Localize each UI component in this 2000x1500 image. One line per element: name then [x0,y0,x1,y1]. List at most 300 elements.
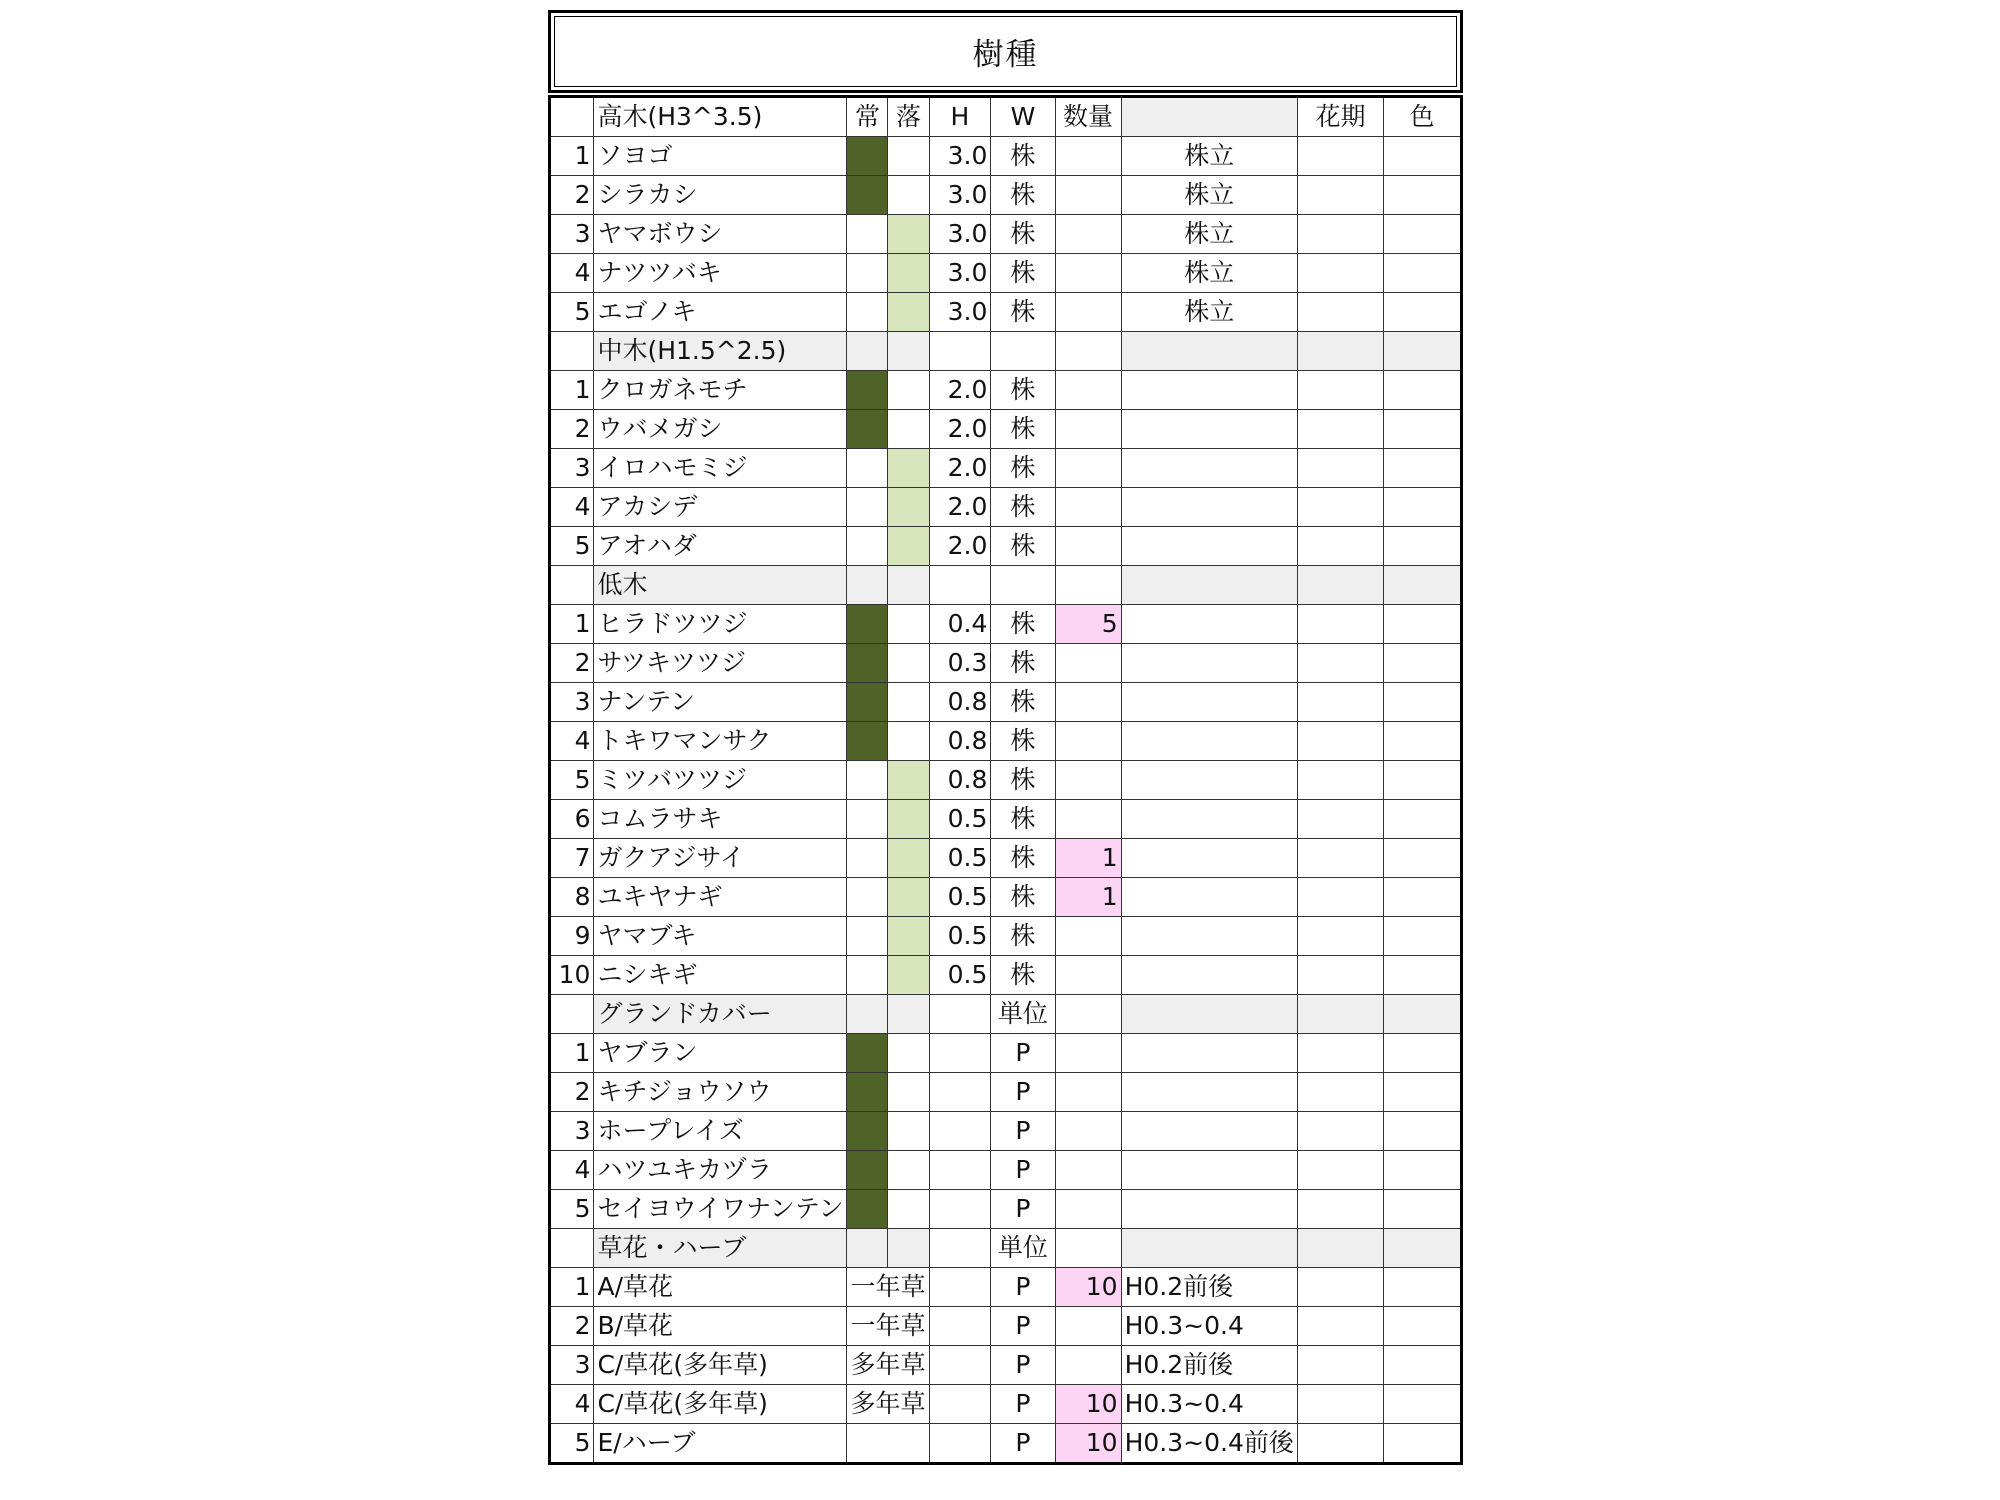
row-number: 5 [550,527,594,566]
header-width: W [991,97,1055,137]
plant-note [1121,410,1297,449]
bloom-period-cell [1297,254,1383,293]
bloom-period-cell [1297,176,1383,215]
color-cell [1384,722,1462,761]
plant-height [929,1424,991,1464]
evergreen-marker [847,956,888,995]
plant-note [1121,1151,1297,1190]
color-cell [1384,761,1462,800]
plant-name: ナンテン [594,683,847,722]
plant-quantity [1055,1346,1121,1385]
evergreen-marker [847,176,888,215]
plant-name: ホープレイズ [594,1112,847,1151]
header-color: 色 [1384,97,1462,137]
plant-quantity [1055,176,1121,215]
deciduous-marker [888,605,929,644]
header-note [1121,97,1297,137]
plant-quantity: 1 [1055,878,1121,917]
bloom-period-cell [1297,761,1383,800]
evergreen-marker [847,1151,888,1190]
section-no-cell [550,332,594,371]
section-header-row [550,1229,1462,1268]
table-row [550,254,1462,293]
evergreen-marker [847,878,888,917]
table-row [550,1385,1462,1424]
plant-name: ニシキギ [594,956,847,995]
table-row [550,644,1462,683]
section-evergreen-cell [847,566,888,605]
plant-height [929,1034,991,1073]
plant-height: 3.0 [929,293,991,332]
plant-quantity [1055,215,1121,254]
evergreen-marker [847,605,888,644]
bloom-period-cell [1297,722,1383,761]
table-row [550,1034,1462,1073]
color-cell [1384,254,1462,293]
section-header-row [550,566,1462,605]
row-number: 8 [550,878,594,917]
color-cell [1384,878,1462,917]
section-color-cell [1384,1229,1462,1268]
color-cell [1384,800,1462,839]
color-cell [1384,1073,1462,1112]
deciduous-marker [888,488,929,527]
bloom-period-cell [1297,1268,1383,1307]
plant-name: アカシデ [594,488,847,527]
row-number: 4 [550,722,594,761]
section-unit-label [991,566,1055,605]
evergreen-marker [847,410,888,449]
plant-note [1121,839,1297,878]
table-row [550,137,1462,176]
deciduous-marker [888,176,929,215]
table-row [550,293,1462,332]
plant-name: ユキヤナギ [594,878,847,917]
row-number: 3 [550,1346,594,1385]
plant-name: ヒラドツツジ [594,605,847,644]
table-row [550,527,1462,566]
plant-height: 3.0 [929,137,991,176]
plant-note: 株立 [1121,293,1297,332]
header-height: H [929,97,991,137]
plant-height: 2.0 [929,410,991,449]
deciduous-marker [888,527,929,566]
plant-height: 2.0 [929,488,991,527]
row-number: 7 [550,839,594,878]
header-bloom-period: 花期 [1297,97,1383,137]
plant-unit: P [991,1307,1055,1346]
sheet-title: 樹種 [548,10,1463,93]
row-number: 4 [550,1151,594,1190]
plant-height: 0.5 [929,878,991,917]
evergreen-marker [847,488,888,527]
section-note-cell [1121,566,1297,605]
color-cell [1384,1151,1462,1190]
plant-kind: 多年草 [847,1346,929,1385]
deciduous-marker [888,371,929,410]
plant-height: 0.4 [929,605,991,644]
color-cell [1384,1112,1462,1151]
color-cell [1384,839,1462,878]
plant-note [1121,917,1297,956]
plant-quantity [1055,917,1121,956]
table-row [550,1424,1462,1464]
table-row [550,488,1462,527]
deciduous-marker [888,800,929,839]
table-row [550,1151,1462,1190]
plant-height [929,1307,991,1346]
plant-unit: 株 [991,722,1055,761]
section-header-row [550,332,1462,371]
plant-height [929,1112,991,1151]
plant-quantity: 1 [1055,839,1121,878]
plant-note [1121,449,1297,488]
color-cell [1384,1034,1462,1073]
section-unit-label: 単位 [991,995,1055,1034]
color-cell [1384,1424,1462,1464]
section-bloom-cell [1297,1229,1383,1268]
section-color-cell [1384,332,1462,371]
plant-height: 3.0 [929,254,991,293]
row-number: 1 [550,137,594,176]
section-evergreen-cell [847,332,888,371]
evergreen-marker [847,683,888,722]
plant-note: H0.3~0.4 [1121,1307,1297,1346]
plant-note [1121,1190,1297,1229]
plant-height: 0.5 [929,956,991,995]
plant-name: E/ハーブ [594,1424,847,1464]
row-number: 3 [550,1112,594,1151]
section-height-cell [929,332,991,371]
plant-unit: P [991,1190,1055,1229]
bloom-period-cell [1297,1190,1383,1229]
plant-name: ウバメガシ [594,410,847,449]
row-number: 4 [550,254,594,293]
section-title: 中木(H1.5^2.5) [594,332,847,371]
evergreen-marker [847,761,888,800]
evergreen-marker [847,137,888,176]
header-tall-tree: 高木(H3^3.5) [594,97,847,137]
evergreen-marker [847,839,888,878]
color-cell [1384,293,1462,332]
plant-note [1121,683,1297,722]
section-evergreen-cell [847,1229,888,1268]
section-quantity-cell [1055,566,1121,605]
plant-name: セイヨウイワナンテン [594,1190,847,1229]
section-note-cell [1121,332,1297,371]
table-row [550,761,1462,800]
color-cell [1384,605,1462,644]
color-cell [1384,410,1462,449]
plant-note [1121,761,1297,800]
plant-note [1121,1073,1297,1112]
plant-quantity [1055,644,1121,683]
plant-quantity: 10 [1055,1424,1121,1464]
plant-quantity [1055,722,1121,761]
deciduous-marker [888,215,929,254]
deciduous-marker [888,644,929,683]
bloom-period-cell [1297,1424,1383,1464]
plant-quantity [1055,1112,1121,1151]
bloom-period-cell [1297,605,1383,644]
plant-height: 3.0 [929,215,991,254]
table-row [550,371,1462,410]
deciduous-marker [888,449,929,488]
plant-quantity [1055,293,1121,332]
row-number: 9 [550,917,594,956]
table-row [550,839,1462,878]
deciduous-marker [888,1190,929,1229]
plant-name: ヤマブキ [594,917,847,956]
plant-height: 0.5 [929,800,991,839]
bloom-period-cell [1297,449,1383,488]
color-cell [1384,917,1462,956]
section-unit-label [991,332,1055,371]
header-row [550,97,1462,137]
table-row [550,1112,1462,1151]
bloom-period-cell [1297,371,1383,410]
section-bloom-cell [1297,566,1383,605]
row-number: 4 [550,1385,594,1424]
bloom-period-cell [1297,1073,1383,1112]
plant-unit: 株 [991,215,1055,254]
table-row [550,1307,1462,1346]
plant-unit: 株 [991,644,1055,683]
bloom-period-cell [1297,683,1383,722]
row-number: 5 [550,1424,594,1464]
plant-note [1121,1112,1297,1151]
plant-unit: P [991,1073,1055,1112]
evergreen-marker [847,800,888,839]
bloom-period-cell [1297,1112,1383,1151]
plant-note: H0.2前後 [1121,1346,1297,1385]
plant-quantity [1055,410,1121,449]
evergreen-marker [847,293,888,332]
plant-height [929,1268,991,1307]
color-cell [1384,1346,1462,1385]
plant-note: 株立 [1121,215,1297,254]
plant-unit: 株 [991,956,1055,995]
plant-quantity [1055,683,1121,722]
plant-unit: 株 [991,410,1055,449]
plant-height: 2.0 [929,371,991,410]
deciduous-marker [888,1151,929,1190]
plant-kind: 一年草 [847,1307,929,1346]
plant-quantity [1055,1151,1121,1190]
section-height-cell [929,566,991,605]
plant-quantity: 10 [1055,1268,1121,1307]
section-unit-label: 単位 [991,1229,1055,1268]
bloom-period-cell [1297,878,1383,917]
section-no-cell [550,566,594,605]
plant-unit: 株 [991,917,1055,956]
plant-unit: 株 [991,878,1055,917]
table-row [550,1346,1462,1385]
evergreen-marker [847,371,888,410]
section-no-cell [550,1229,594,1268]
color-cell [1384,1190,1462,1229]
plant-height: 3.0 [929,176,991,215]
section-bloom-cell [1297,332,1383,371]
plant-height: 0.5 [929,917,991,956]
bloom-period-cell [1297,137,1383,176]
evergreen-marker [847,917,888,956]
row-number: 3 [550,683,594,722]
plant-unit: 株 [991,605,1055,644]
plant-quantity [1055,137,1121,176]
plant-note [1121,878,1297,917]
plant-quantity [1055,254,1121,293]
plant-note [1121,722,1297,761]
row-number: 5 [550,761,594,800]
plant-unit: 株 [991,449,1055,488]
plant-unit: P [991,1268,1055,1307]
evergreen-marker [847,1034,888,1073]
plant-name: クロガネモチ [594,371,847,410]
table-row [550,410,1462,449]
bloom-period-cell [1297,956,1383,995]
table-row [550,1268,1462,1307]
evergreen-marker [847,722,888,761]
plant-height: 0.8 [929,761,991,800]
plant-note [1121,488,1297,527]
plant-unit: 株 [991,293,1055,332]
section-quantity-cell [1055,1229,1121,1268]
row-number: 6 [550,800,594,839]
row-number: 2 [550,176,594,215]
row-number: 4 [550,488,594,527]
row-number: 1 [550,1034,594,1073]
plant-name: ガクアジサイ [594,839,847,878]
plant-name: キチジョウソウ [594,1073,847,1112]
plant-note [1121,1034,1297,1073]
bloom-period-cell [1297,1034,1383,1073]
plant-height: 2.0 [929,527,991,566]
plant-kind: 多年草 [847,1385,929,1424]
plant-height: 2.0 [929,449,991,488]
plant-name: コムラサキ [594,800,847,839]
section-height-cell [929,995,991,1034]
plant-quantity [1055,449,1121,488]
row-number: 5 [550,1190,594,1229]
plant-name: ソヨゴ [594,137,847,176]
row-number: 3 [550,449,594,488]
section-note-cell [1121,1229,1297,1268]
evergreen-marker [847,644,888,683]
evergreen-marker [847,1112,888,1151]
plant-unit: 株 [991,254,1055,293]
row-number: 1 [550,1268,594,1307]
plant-name: シラカシ [594,176,847,215]
row-number: 1 [550,371,594,410]
plant-quantity: 10 [1055,1385,1121,1424]
color-cell [1384,1268,1462,1307]
table-row [550,878,1462,917]
evergreen-marker [847,254,888,293]
plant-name: A/草花 [594,1268,847,1307]
plant-note: H0.3~0.4 [1121,1385,1297,1424]
plant-height: 0.5 [929,839,991,878]
section-bloom-cell [1297,995,1383,1034]
bloom-period-cell [1297,1151,1383,1190]
plant-note: H0.3~0.4前後 [1121,1424,1297,1464]
plant-note [1121,956,1297,995]
deciduous-marker [888,293,929,332]
deciduous-marker [888,1112,929,1151]
plant-unit: 株 [991,137,1055,176]
plant-name: ヤマボウシ [594,215,847,254]
plant-unit: P [991,1346,1055,1385]
bloom-period-cell [1297,293,1383,332]
section-color-cell [1384,566,1462,605]
plant-quantity [1055,761,1121,800]
deciduous-marker [888,878,929,917]
section-note-cell [1121,995,1297,1034]
plant-note: H0.2前後 [1121,1268,1297,1307]
section-header-row [550,995,1462,1034]
plant-table [548,95,1463,1465]
table-row [550,215,1462,254]
plant-height [929,1190,991,1229]
plant-name: アオハダ [594,527,847,566]
section-deciduous-cell [888,566,929,605]
section-quantity-cell [1055,995,1121,1034]
plant-unit: P [991,1151,1055,1190]
plant-name: エゴノキ [594,293,847,332]
plant-unit: 株 [991,176,1055,215]
bloom-period-cell [1297,800,1383,839]
section-title: 草花・ハーブ [594,1229,847,1268]
plant-kind [847,1424,929,1464]
plant-quantity [1055,1073,1121,1112]
plant-height [929,1385,991,1424]
plant-name: ハツユキカヅラ [594,1151,847,1190]
plant-quantity [1055,1307,1121,1346]
plant-quantity [1055,488,1121,527]
plant-name: サツキツツジ [594,644,847,683]
section-height-cell [929,1229,991,1268]
table-row [550,176,1462,215]
plant-note [1121,527,1297,566]
plant-name: ミツバツツジ [594,761,847,800]
plant-name: トキワマンサク [594,722,847,761]
row-number: 2 [550,1073,594,1112]
evergreen-marker [847,527,888,566]
section-quantity-cell [1055,332,1121,371]
plant-unit: 株 [991,488,1055,527]
row-number: 1 [550,605,594,644]
plant-quantity [1055,1190,1121,1229]
plant-note [1121,371,1297,410]
plant-quantity [1055,371,1121,410]
color-cell [1384,644,1462,683]
section-deciduous-cell [888,1229,929,1268]
section-color-cell [1384,995,1462,1034]
plant-height: 0.8 [929,683,991,722]
row-number: 5 [550,293,594,332]
deciduous-marker [888,410,929,449]
table-row [550,800,1462,839]
section-evergreen-cell [847,995,888,1034]
plant-note: 株立 [1121,176,1297,215]
bloom-period-cell [1297,1385,1383,1424]
color-cell [1384,371,1462,410]
plant-name: ヤブラン [594,1034,847,1073]
plant-unit: P [991,1424,1055,1464]
deciduous-marker [888,1073,929,1112]
evergreen-marker [847,1190,888,1229]
header-deciduous: 落 [888,97,929,137]
